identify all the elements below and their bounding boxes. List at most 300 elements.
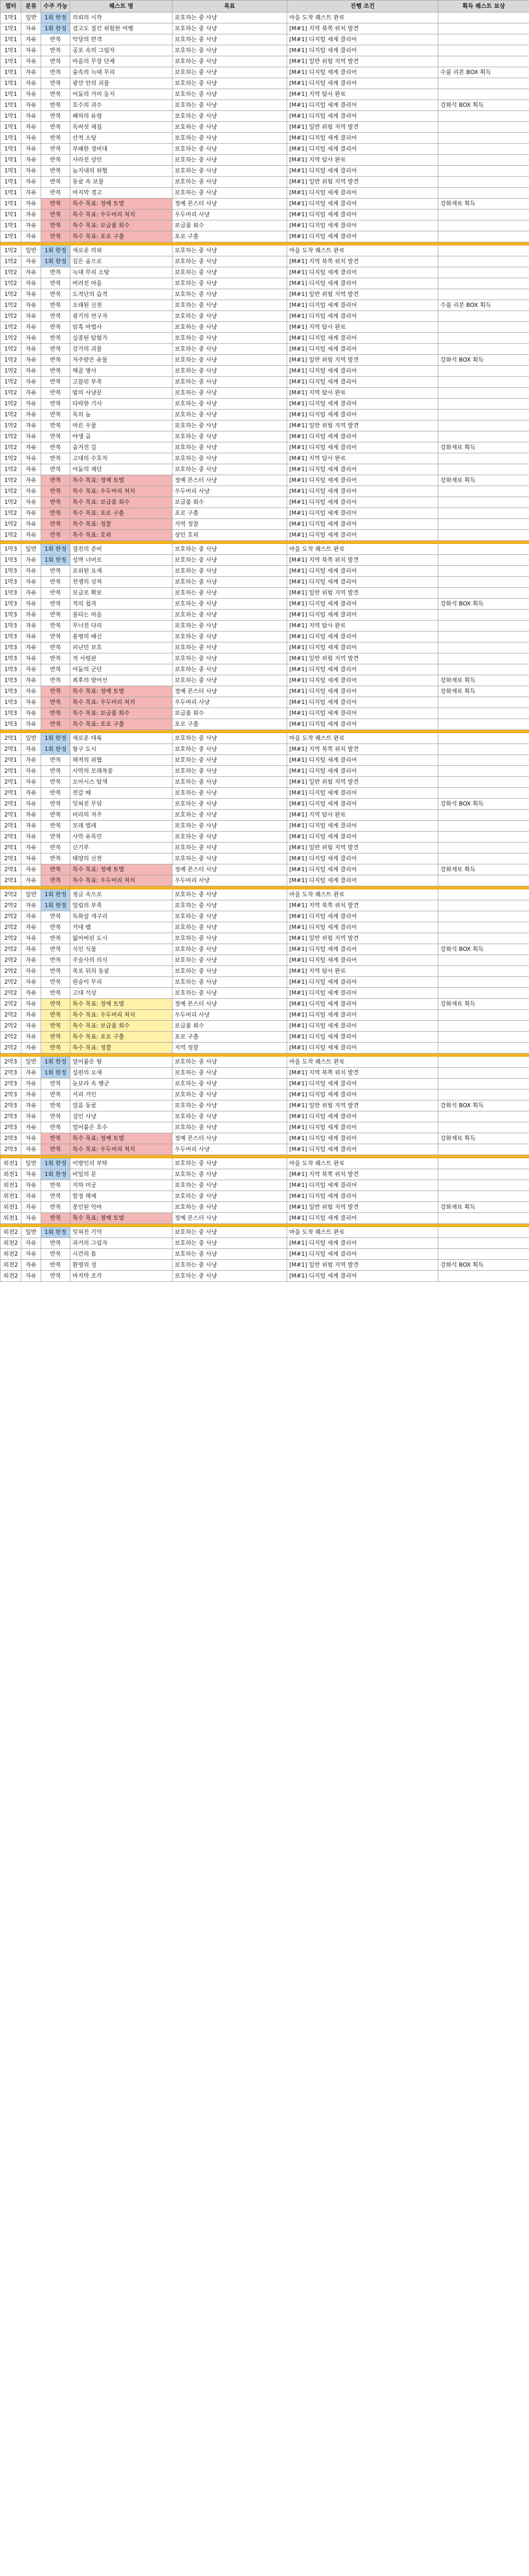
condition-cell[interactable]: [M#1] 일반 위험 지역 발견: [287, 122, 438, 133]
chapter-cell[interactable]: 1막1: [1, 56, 21, 67]
goal-cell[interactable]: 보호하는 중 사냥: [173, 853, 287, 864]
quest-name-cell[interactable]: 정글 속으로: [70, 889, 173, 900]
table-row[interactable]: [1, 599, 529, 610]
repeat-cell[interactable]: 1회 한정: [41, 245, 70, 256]
condition-cell[interactable]: [M#1] 지역 탐사 완료: [287, 155, 438, 166]
chapter-cell[interactable]: 외전2: [1, 1238, 21, 1249]
goal-cell[interactable]: 우두머리 사냥: [173, 875, 287, 886]
reward-cell[interactable]: [438, 366, 529, 377]
goal-cell[interactable]: 보호하는 중 사냥: [173, 56, 287, 67]
condition-cell[interactable]: [M#1] 디지털 세계 클리어: [287, 1111, 438, 1122]
quest-name-cell[interactable]: 해골 병사: [70, 366, 173, 377]
quest-name-cell[interactable]: 타락한 기사: [70, 399, 173, 410]
goal-cell[interactable]: 보호하는 중 사냥: [173, 577, 287, 588]
quest-name-cell[interactable]: 의뢰의 시작: [70, 13, 173, 23]
condition-cell[interactable]: [M#1] 지역 북쪽 위치 발견: [287, 23, 438, 34]
reward-cell[interactable]: [438, 933, 529, 944]
condition-cell[interactable]: [M#1] 디지털 세계 클리어: [287, 911, 438, 922]
quest-name-cell[interactable]: 눈보라 속 행군: [70, 1079, 173, 1089]
type-cell[interactable]: 자유: [21, 1010, 41, 1021]
quest-name-cell[interactable]: 전쟁의 상처: [70, 577, 173, 588]
quest-name-cell[interactable]: 특수 목표: 정찰: [70, 519, 173, 530]
table-row[interactable]: [1, 955, 529, 966]
reward-cell[interactable]: [438, 464, 529, 475]
quest-name-cell[interactable]: 얼어붙은 호수: [70, 1122, 173, 1133]
table-row[interactable]: [1, 1010, 529, 1021]
condition-cell[interactable]: [M#1] 디지털 세계 클리어: [287, 988, 438, 999]
chapter-cell[interactable]: 1막1: [1, 166, 21, 177]
chapter-cell[interactable]: 1막2: [1, 464, 21, 475]
table-row[interactable]: [1, 922, 529, 933]
goal-cell[interactable]: 보호하는 중 사냥: [173, 166, 287, 177]
quest-name-cell[interactable]: 설인 사냥: [70, 1111, 173, 1122]
type-cell[interactable]: 자유: [21, 133, 41, 144]
type-cell[interactable]: 자유: [21, 344, 41, 355]
chapter-cell[interactable]: 1막1: [1, 209, 21, 220]
type-cell[interactable]: 자유: [21, 1079, 41, 1089]
goal-cell[interactable]: 보호하는 중 사냥: [173, 832, 287, 843]
reward-cell[interactable]: 강화재료 획득: [438, 999, 529, 1010]
repeat-cell[interactable]: 반복: [41, 144, 70, 155]
goal-cell[interactable]: 보호하는 중 사냥: [173, 1111, 287, 1122]
chapter-cell[interactable]: 외전1: [1, 1202, 21, 1213]
reward-cell[interactable]: [438, 34, 529, 45]
reward-cell[interactable]: [438, 1079, 529, 1089]
reward-cell[interactable]: [438, 832, 529, 843]
table-row[interactable]: [1, 497, 529, 508]
quest-name-cell[interactable]: 특수 목표: 보급품 회수: [70, 497, 173, 508]
quest-name-cell[interactable]: 어둠의 제단: [70, 464, 173, 475]
chapter-cell[interactable]: 2막3: [1, 1057, 21, 1068]
chapter-cell[interactable]: 2막2: [1, 977, 21, 988]
condition-cell[interactable]: [M#1] 디지털 세계 클리어: [287, 67, 438, 78]
type-cell[interactable]: 자유: [21, 864, 41, 875]
condition-cell[interactable]: [M#1] 지역 탐사 완료: [287, 621, 438, 631]
table-row[interactable]: [1, 733, 529, 744]
table-row[interactable]: [1, 755, 529, 766]
quest-name-cell[interactable]: 미라의 저주: [70, 810, 173, 821]
condition-cell[interactable]: 마을 도착 퀘스트 완료: [287, 544, 438, 555]
quest-name-cell[interactable]: 특수 목표: 호위: [70, 530, 173, 541]
type-cell[interactable]: 자유: [21, 577, 41, 588]
quest-name-cell[interactable]: 잊혀진 기억: [70, 1227, 173, 1238]
goal-cell[interactable]: 보호하는 중 사냥: [173, 34, 287, 45]
table-row[interactable]: [1, 188, 529, 199]
type-cell[interactable]: 자유: [21, 1100, 41, 1111]
goal-cell[interactable]: 보호하는 중 사냥: [173, 300, 287, 311]
type-cell[interactable]: 자유: [21, 355, 41, 366]
table-row[interactable]: [1, 555, 529, 566]
table-row[interactable]: [1, 199, 529, 209]
chapter-cell[interactable]: 1막3: [1, 621, 21, 631]
goal-cell[interactable]: 정예 몬스터 사냥: [173, 999, 287, 1010]
chapter-cell[interactable]: 1막3: [1, 631, 21, 642]
condition-cell[interactable]: [M#1] 디지털 세계 클리어: [287, 311, 438, 322]
repeat-cell[interactable]: 반복: [41, 155, 70, 166]
goal-cell[interactable]: 보호하는 중 사냥: [173, 631, 287, 642]
condition-cell[interactable]: [M#1] 디지털 세계 클리어: [287, 664, 438, 675]
type-cell[interactable]: 자유: [21, 621, 41, 631]
goal-cell[interactable]: 포로 구출: [173, 719, 287, 730]
quest-name-cell[interactable]: 부패한 경비대: [70, 144, 173, 155]
type-cell[interactable]: 자유: [21, 267, 41, 278]
repeat-cell[interactable]: 1회 한정: [41, 1158, 70, 1169]
chapter-cell[interactable]: 1막3: [1, 566, 21, 577]
goal-cell[interactable]: 보호하는 중 사냥: [173, 377, 287, 388]
condition-cell[interactable]: [M#1] 디지털 세계 클리어: [287, 675, 438, 686]
condition-cell[interactable]: [M#1] 일반 위험 지역 발견: [287, 843, 438, 853]
type-cell[interactable]: 자유: [21, 875, 41, 886]
type-cell[interactable]: 자유: [21, 1238, 41, 1249]
condition-cell[interactable]: [M#1] 디지털 세계 클리어: [287, 755, 438, 766]
condition-cell[interactable]: [M#1] 디지털 세계 클리어: [287, 1238, 438, 1249]
repeat-cell[interactable]: 반복: [41, 1100, 70, 1111]
goal-cell[interactable]: 보호하는 중 사냥: [173, 977, 287, 988]
quest-name-cell[interactable]: 거대 뱀: [70, 922, 173, 933]
condition-cell[interactable]: [M#1] 디지털 세계 클리어: [287, 78, 438, 89]
quest-name-cell[interactable]: 특수 목표: 정예 토벌: [70, 864, 173, 875]
reward-cell[interactable]: [438, 1238, 529, 1249]
repeat-cell[interactable]: 반복: [41, 864, 70, 875]
goal-cell[interactable]: 보급품 회수: [173, 708, 287, 719]
condition-cell[interactable]: [M#1] 디지털 세계 클리어: [287, 642, 438, 653]
reward-cell[interactable]: 강화재료 획득: [438, 1202, 529, 1213]
reward-cell[interactable]: [438, 1057, 529, 1068]
quest-name-cell[interactable]: 특수 목표: 정예 토벌: [70, 999, 173, 1010]
reward-cell[interactable]: [438, 508, 529, 519]
reward-cell[interactable]: [438, 810, 529, 821]
chapter-cell[interactable]: 2막2: [1, 944, 21, 955]
quest-name-cell[interactable]: 늑대 무리 소탕: [70, 267, 173, 278]
quest-name-cell[interactable]: 특수 목표: 우두머리 처치: [70, 1144, 173, 1155]
goal-cell[interactable]: 보호하는 중 사냥: [173, 889, 287, 900]
condition-cell[interactable]: [M#1] 디지털 세계 클리어: [287, 267, 438, 278]
goal-cell[interactable]: 우두머리 사냥: [173, 486, 287, 497]
goal-cell[interactable]: 포로 구출: [173, 1032, 287, 1043]
goal-cell[interactable]: 보호하는 중 사냥: [173, 1079, 287, 1089]
type-cell[interactable]: 자유: [21, 475, 41, 486]
quest-name-cell[interactable]: 특수 목표: 보급품 회수: [70, 220, 173, 231]
condition-cell[interactable]: [M#1] 지역 북쪽 위치 발견: [287, 555, 438, 566]
repeat-cell[interactable]: 반복: [41, 278, 70, 289]
quest-name-cell[interactable]: 특수 목표: 포로 구출: [70, 508, 173, 519]
chapter-cell[interactable]: 외전2: [1, 1249, 21, 1260]
goal-cell[interactable]: 보호하는 중 사냥: [173, 245, 287, 256]
chapter-cell[interactable]: 2막2: [1, 911, 21, 922]
goal-cell[interactable]: 보호하는 중 사냥: [173, 133, 287, 144]
type-cell[interactable]: 자유: [21, 588, 41, 599]
table-row[interactable]: [1, 686, 529, 697]
condition-cell[interactable]: [M#1] 지역 탐사 완료: [287, 966, 438, 977]
repeat-cell[interactable]: 반복: [41, 977, 70, 988]
repeat-cell[interactable]: 반복: [41, 78, 70, 89]
reward-cell[interactable]: [438, 111, 529, 122]
goal-cell[interactable]: 보호하는 중 사냥: [173, 664, 287, 675]
table-row[interactable]: [1, 519, 529, 530]
reward-cell[interactable]: [438, 267, 529, 278]
condition-cell[interactable]: [M#1] 디지털 세계 클리어: [287, 399, 438, 410]
chapter-cell[interactable]: 1막3: [1, 697, 21, 708]
condition-cell[interactable]: [M#1] 지역 탐사 완료: [287, 453, 438, 464]
table-row[interactable]: [1, 431, 529, 442]
type-cell[interactable]: 자유: [21, 744, 41, 755]
reward-cell[interactable]: [438, 1180, 529, 1191]
type-cell[interactable]: 일반: [21, 245, 41, 256]
repeat-cell[interactable]: 반복: [41, 1249, 70, 1260]
table-row[interactable]: [1, 621, 529, 631]
table-row[interactable]: [1, 1191, 529, 1202]
table-row[interactable]: [1, 577, 529, 588]
quest-name-cell[interactable]: 암흑 마법사: [70, 322, 173, 333]
reward-cell[interactable]: [438, 13, 529, 23]
chapter-cell[interactable]: 1막2: [1, 453, 21, 464]
quest-name-cell[interactable]: 깊은 숲으로: [70, 256, 173, 267]
goal-cell[interactable]: 보호하는 중 사냥: [173, 410, 287, 420]
quest-name-cell[interactable]: 독버섯 채집: [70, 122, 173, 133]
quest-name-cell[interactable]: 설원의 요새: [70, 1068, 173, 1079]
goal-cell[interactable]: 보호하는 중 사냥: [173, 788, 287, 799]
goal-cell[interactable]: 보급품 회수: [173, 220, 287, 231]
repeat-cell[interactable]: 반복: [41, 719, 70, 730]
chapter-cell[interactable]: 1막3: [1, 577, 21, 588]
type-cell[interactable]: 자유: [21, 977, 41, 988]
reward-cell[interactable]: [438, 188, 529, 199]
reward-cell[interactable]: [438, 566, 529, 577]
goal-cell[interactable]: 보호하는 중 사냥: [173, 733, 287, 744]
quest-name-cell[interactable]: 특수 목표: 우두머리 처치: [70, 209, 173, 220]
quest-name-cell[interactable]: 식인 식물: [70, 944, 173, 955]
condition-cell[interactable]: [M#1] 디지털 세계 클리어: [287, 1271, 438, 1282]
reward-cell[interactable]: [438, 621, 529, 631]
chapter-cell[interactable]: 2막2: [1, 922, 21, 933]
quest-name-cell[interactable]: 늪지대의 위협: [70, 166, 173, 177]
table-row[interactable]: [1, 1271, 529, 1282]
repeat-cell[interactable]: 반복: [41, 631, 70, 642]
type-cell[interactable]: 자유: [21, 188, 41, 199]
reward-cell[interactable]: 강화석 BOX 획득: [438, 355, 529, 366]
reward-cell[interactable]: [438, 1191, 529, 1202]
condition-cell[interactable]: [M#1] 일반 위험 지역 발견: [287, 1260, 438, 1271]
table-row[interactable]: [1, 988, 529, 999]
table-row[interactable]: [1, 300, 529, 311]
type-cell[interactable]: 자유: [21, 1249, 41, 1260]
table-row[interactable]: [1, 100, 529, 111]
goal-cell[interactable]: 보호하는 중 사냥: [173, 1169, 287, 1180]
chapter-cell[interactable]: 1막1: [1, 155, 21, 166]
condition-cell[interactable]: [M#1] 디지털 세계 클리어: [287, 577, 438, 588]
goal-cell[interactable]: 보호하는 중 사냥: [173, 900, 287, 911]
repeat-cell[interactable]: 1회 한정: [41, 900, 70, 911]
quest-name-cell[interactable]: 밤의 사냥꾼: [70, 388, 173, 399]
goal-cell[interactable]: 보호하는 중 사냥: [173, 1068, 287, 1079]
quest-name-cell[interactable]: 특수 목표: 우두머리 처치: [70, 1010, 173, 1021]
type-cell[interactable]: 자유: [21, 410, 41, 420]
table-row[interactable]: [1, 1079, 529, 1089]
repeat-cell[interactable]: 반복: [41, 755, 70, 766]
goal-cell[interactable]: 보호하는 중 사냥: [173, 1100, 287, 1111]
reward-cell[interactable]: 강화재료 획득: [438, 686, 529, 697]
table-row[interactable]: [1, 1032, 529, 1043]
type-cell[interactable]: 자유: [21, 23, 41, 34]
table-row[interactable]: [1, 67, 529, 78]
chapter-cell[interactable]: 2막1: [1, 733, 21, 744]
condition-cell[interactable]: [M#1] 디지털 세계 클리어: [287, 144, 438, 155]
quest-name-cell[interactable]: 지하 미궁: [70, 1180, 173, 1191]
type-cell[interactable]: 자유: [21, 843, 41, 853]
type-cell[interactable]: 자유: [21, 1043, 41, 1054]
type-cell[interactable]: 자유: [21, 431, 41, 442]
reward-cell[interactable]: [438, 1089, 529, 1100]
reward-cell[interactable]: [438, 766, 529, 777]
goal-cell[interactable]: 보호하는 중 사냥: [173, 1180, 287, 1191]
reward-cell[interactable]: [438, 875, 529, 886]
reward-cell[interactable]: 강화석 BOX 획득: [438, 944, 529, 955]
repeat-cell[interactable]: 반복: [41, 686, 70, 697]
condition-cell[interactable]: [M#1] 디지털 세계 클리어: [287, 864, 438, 875]
quest-name-cell[interactable]: 특수 목표: 우두머리 처치: [70, 486, 173, 497]
table-row[interactable]: [1, 1122, 529, 1133]
chapter-cell[interactable]: 1막2: [1, 431, 21, 442]
table-row[interactable]: [1, 388, 529, 399]
repeat-cell[interactable]: 반복: [41, 1144, 70, 1155]
type-cell[interactable]: 자유: [21, 599, 41, 610]
chapter-cell[interactable]: 1막1: [1, 177, 21, 188]
reward-cell[interactable]: [438, 177, 529, 188]
repeat-cell[interactable]: 반복: [41, 777, 70, 788]
reward-cell[interactable]: [438, 1249, 529, 1260]
repeat-cell[interactable]: 반복: [41, 220, 70, 231]
table-row[interactable]: [1, 1133, 529, 1144]
reward-cell[interactable]: [438, 664, 529, 675]
condition-cell[interactable]: [M#1] 디지털 세계 클리어: [287, 999, 438, 1010]
table-row[interactable]: [1, 289, 529, 300]
chapter-cell[interactable]: 1막2: [1, 322, 21, 333]
repeat-cell[interactable]: 반복: [41, 911, 70, 922]
type-cell[interactable]: 자유: [21, 89, 41, 100]
chapter-cell[interactable]: 2막2: [1, 988, 21, 999]
quest-name-cell[interactable]: 해적의 위협: [70, 755, 173, 766]
goal-cell[interactable]: 보호하는 중 사냥: [173, 799, 287, 810]
table-row[interactable]: [1, 610, 529, 621]
type-cell[interactable]: 일반: [21, 1227, 41, 1238]
table-row[interactable]: [1, 810, 529, 821]
type-cell[interactable]: 자유: [21, 45, 41, 56]
type-cell[interactable]: 자유: [21, 1133, 41, 1144]
repeat-cell[interactable]: 반복: [41, 788, 70, 799]
type-cell[interactable]: 자유: [21, 1271, 41, 1282]
chapter-cell[interactable]: 2막2: [1, 900, 21, 911]
chapter-cell[interactable]: 2막1: [1, 744, 21, 755]
repeat-cell[interactable]: 반복: [41, 333, 70, 344]
goal-cell[interactable]: 보호하는 중 사냥: [173, 766, 287, 777]
goal-cell[interactable]: 보호하는 중 사냥: [173, 311, 287, 322]
repeat-cell[interactable]: 반복: [41, 420, 70, 431]
table-row[interactable]: [1, 1100, 529, 1111]
reward-cell[interactable]: 강화석 BOX 획득: [438, 599, 529, 610]
type-cell[interactable]: 자유: [21, 1202, 41, 1213]
table-row[interactable]: [1, 631, 529, 642]
condition-cell[interactable]: [M#1] 디지털 세계 클리어: [287, 377, 438, 388]
goal-cell[interactable]: 보호하는 중 사냥: [173, 642, 287, 653]
chapter-cell[interactable]: 1막1: [1, 220, 21, 231]
quest-name-cell[interactable]: 검고도 질긴 위험한 여행: [70, 23, 173, 34]
goal-cell[interactable]: 우두머리 사냥: [173, 697, 287, 708]
table-row[interactable]: [1, 453, 529, 464]
table-row[interactable]: [1, 155, 529, 166]
quest-name-cell[interactable]: 오래된 신전: [70, 300, 173, 311]
chapter-cell[interactable]: 2막2: [1, 889, 21, 900]
type-cell[interactable]: 자유: [21, 631, 41, 642]
goal-cell[interactable]: 보급품 회수: [173, 1021, 287, 1032]
repeat-cell[interactable]: 1회 한정: [41, 889, 70, 900]
goal-cell[interactable]: 보호하는 중 사냥: [173, 267, 287, 278]
repeat-cell[interactable]: 반복: [41, 577, 70, 588]
repeat-cell[interactable]: 반복: [41, 188, 70, 199]
repeat-cell[interactable]: 1회 한정: [41, 13, 70, 23]
reward-cell[interactable]: [438, 122, 529, 133]
table-row[interactable]: [1, 420, 529, 431]
table-row[interactable]: [1, 399, 529, 410]
quest-name-cell[interactable]: 어둠의 군단: [70, 664, 173, 675]
chapter-cell[interactable]: 2막3: [1, 1068, 21, 1079]
chapter-cell[interactable]: 1막2: [1, 355, 21, 366]
condition-cell[interactable]: [M#1] 디지털 세계 클리어: [287, 799, 438, 810]
chapter-cell[interactable]: 1막1: [1, 188, 21, 199]
quest-name-cell[interactable]: 폐허의 유령: [70, 111, 173, 122]
reward-cell[interactable]: [438, 555, 529, 566]
condition-cell[interactable]: [M#1] 디지털 세계 클리어: [287, 566, 438, 577]
goal-cell[interactable]: 보호하는 중 사냥: [173, 366, 287, 377]
type-cell[interactable]: 자유: [21, 719, 41, 730]
table-row[interactable]: [1, 1260, 529, 1271]
reward-cell[interactable]: [438, 166, 529, 177]
condition-cell[interactable]: 마을 도착 퀘스트 완료: [287, 1158, 438, 1169]
chapter-cell[interactable]: 2막2: [1, 955, 21, 966]
reward-cell[interactable]: [438, 144, 529, 155]
type-cell[interactable]: 자유: [21, 999, 41, 1010]
repeat-cell[interactable]: 반복: [41, 111, 70, 122]
chapter-cell[interactable]: 2막1: [1, 843, 21, 853]
goal-cell[interactable]: 정예 몬스터 사냥: [173, 686, 287, 697]
reward-cell[interactable]: [438, 399, 529, 410]
type-cell[interactable]: 자유: [21, 508, 41, 519]
repeat-cell[interactable]: 반복: [41, 322, 70, 333]
goal-cell[interactable]: 보호하는 중 사냥: [173, 610, 287, 621]
goal-cell[interactable]: 보호하는 중 사냥: [173, 988, 287, 999]
type-cell[interactable]: 자유: [21, 766, 41, 777]
chapter-cell[interactable]: 1막3: [1, 675, 21, 686]
chapter-cell[interactable]: 2막2: [1, 1043, 21, 1054]
chapter-cell[interactable]: 2막1: [1, 853, 21, 864]
type-cell[interactable]: 자유: [21, 56, 41, 67]
table-row[interactable]: [1, 1158, 529, 1169]
chapter-cell[interactable]: 1막2: [1, 278, 21, 289]
repeat-cell[interactable]: 반복: [41, 933, 70, 944]
repeat-cell[interactable]: 반복: [41, 642, 70, 653]
table-row[interactable]: [1, 23, 529, 34]
goal-cell[interactable]: 보호하는 중 사냥: [173, 89, 287, 100]
quest-name-cell[interactable]: 잊혀진 무덤: [70, 799, 173, 810]
reward-cell[interactable]: [438, 955, 529, 966]
reward-cell[interactable]: 강화재료 획득: [438, 675, 529, 686]
type-cell[interactable]: 자유: [21, 1068, 41, 1079]
table-row[interactable]: [1, 34, 529, 45]
table-row[interactable]: [1, 475, 529, 486]
repeat-cell[interactable]: 반복: [41, 442, 70, 453]
table-row[interactable]: [1, 1068, 529, 1079]
reward-cell[interactable]: [438, 544, 529, 555]
chapter-cell[interactable]: 1막2: [1, 377, 21, 388]
